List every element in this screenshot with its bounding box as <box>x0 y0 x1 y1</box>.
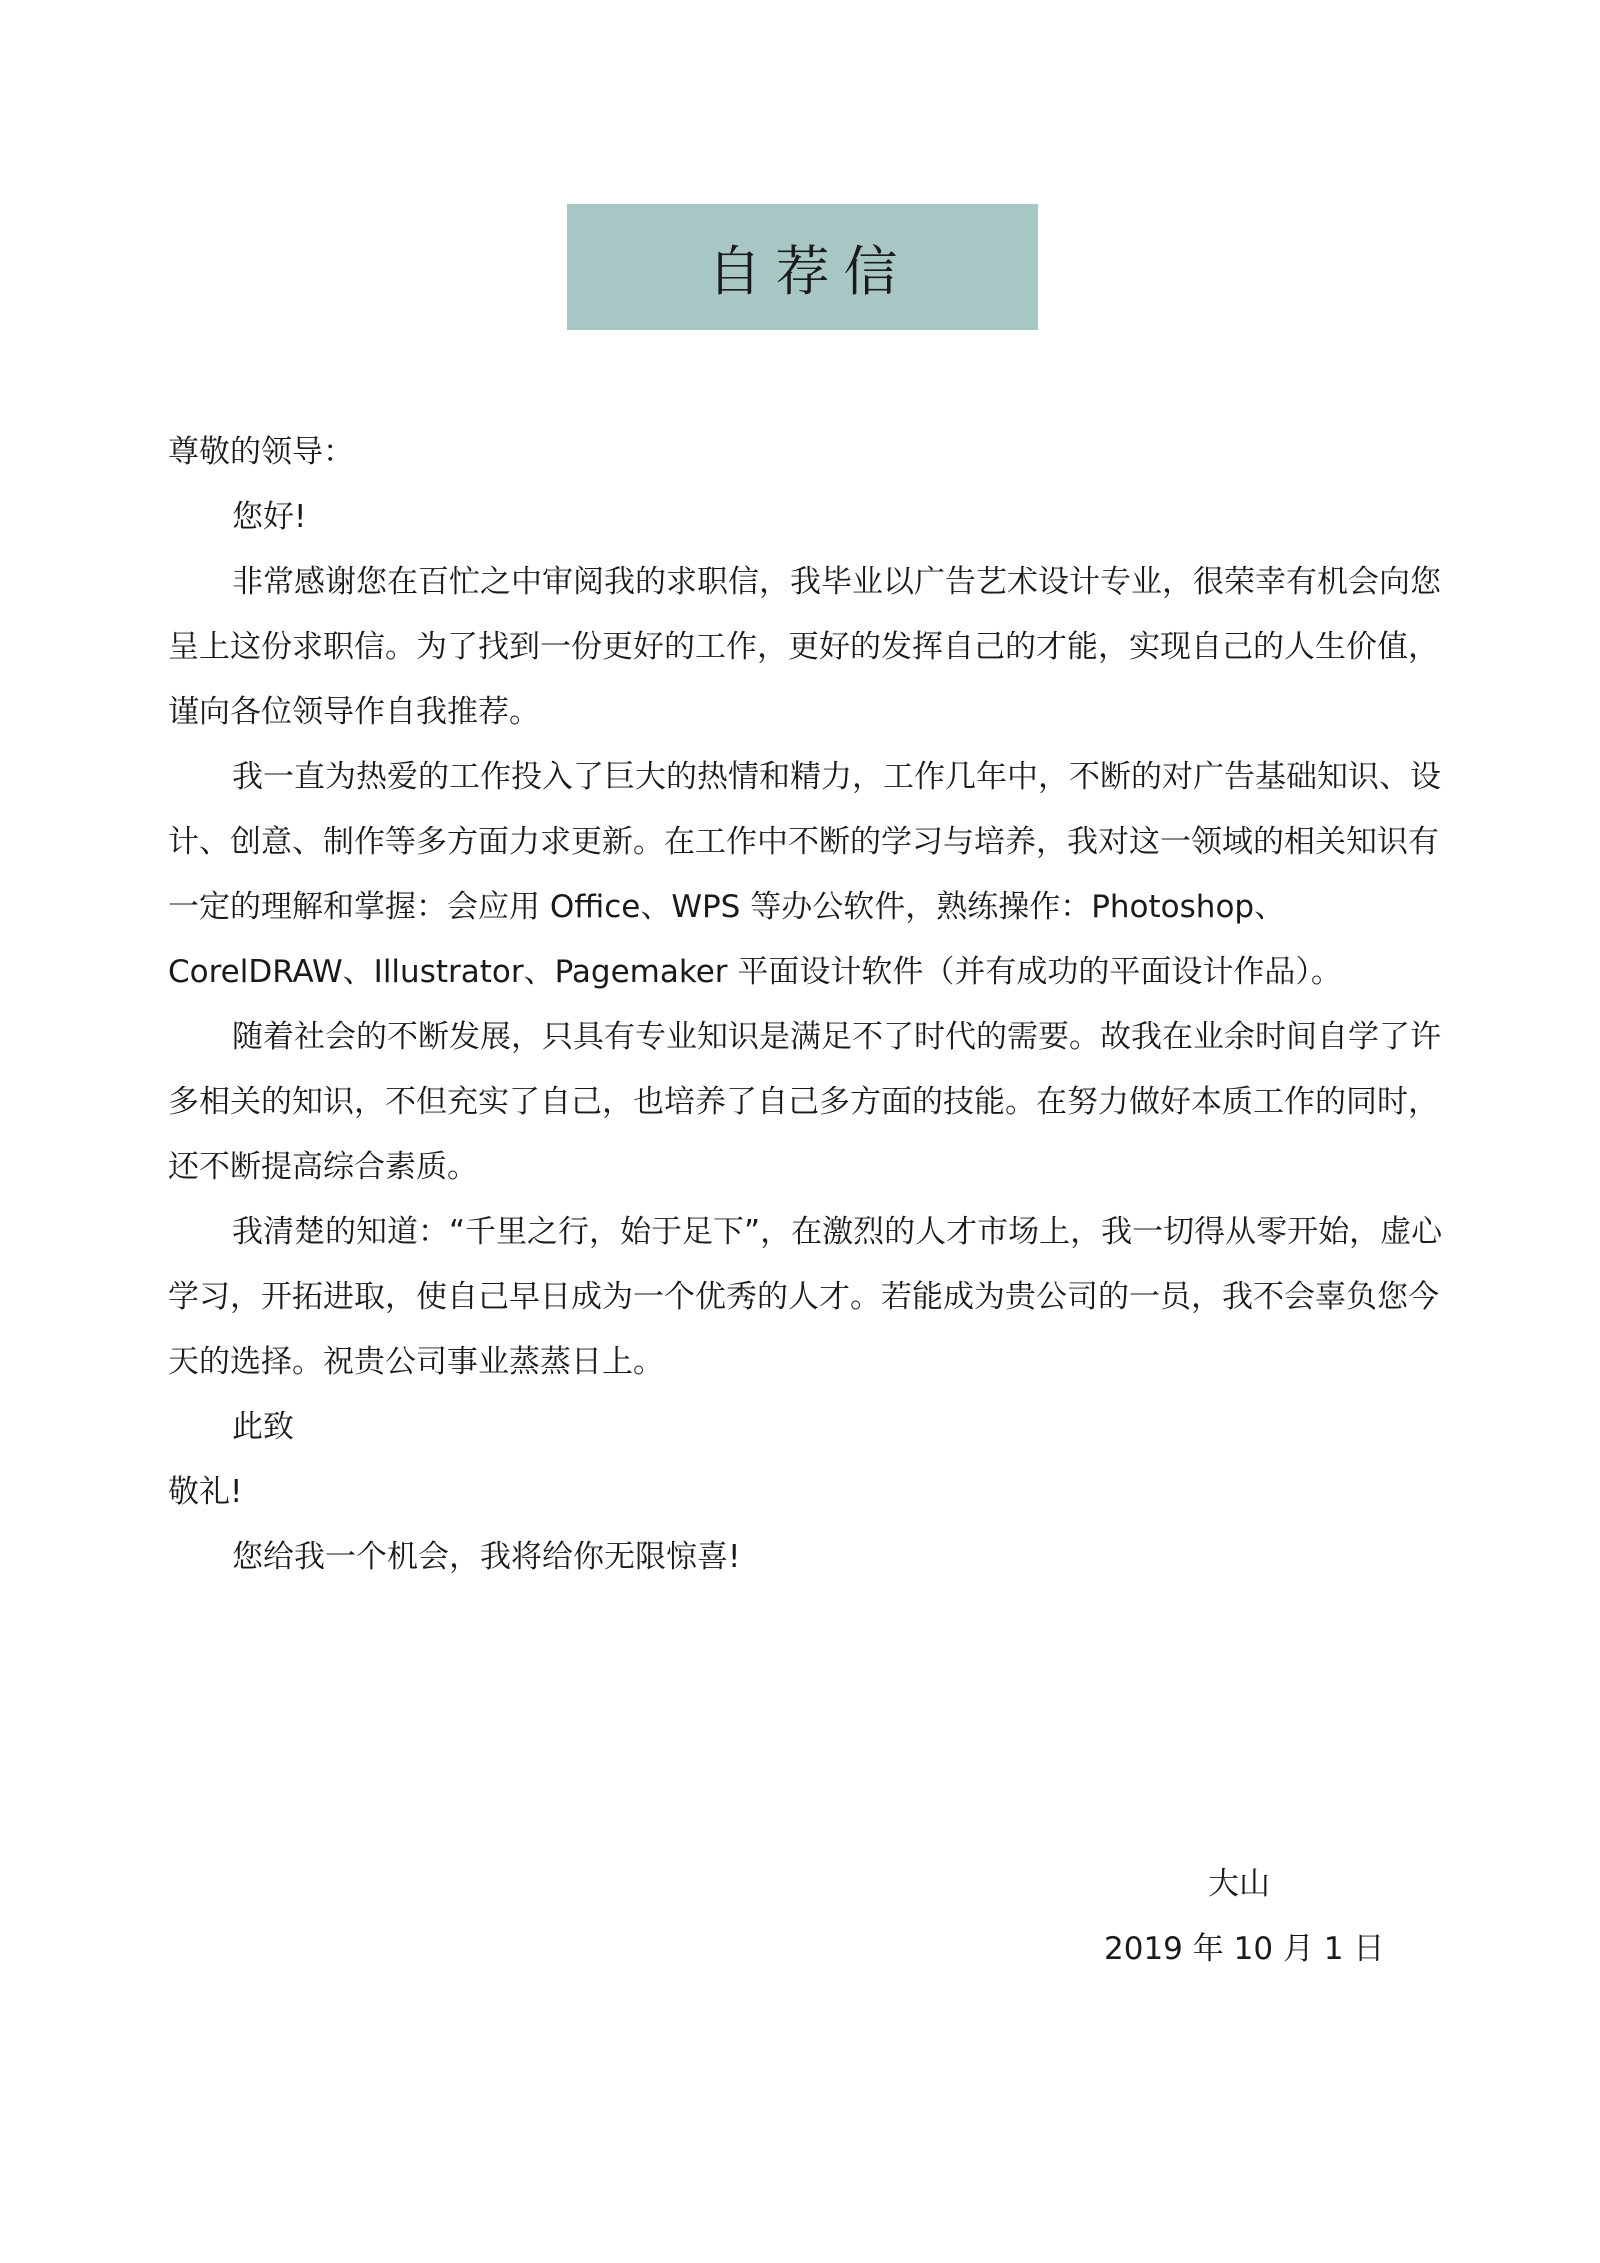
signature-block <box>1060 1852 1420 1982</box>
title-banner <box>567 204 1038 330</box>
document-title: 自荐信 <box>707 239 912 303</box>
salutation: 尊敬的领导： <box>168 434 354 470</box>
body-paragraph-2: 我一直为热爱的工作投入了巨大的热情和精力，工作几年中，不断的对广告基础知识、设计、创意、制作等多方面力求更新。在工作中不断的学习与培养，我对这一领域的相关知识有一定的理解和掌握：会应用 Office、WPS 等办公软件，熟练操作：Photoshop、CorelDRAW、Illustrator、Pagemaker 平面设计软件（并有成功的平面设计作品）。 <box>168 759 1441 990</box>
signature-name: 大山 <box>1208 1866 1270 1902</box>
signature-date: 2019 年 10 月 1 日 <box>1104 1931 1385 1967</box>
letter-body <box>168 420 1468 1590</box>
body-paragraph-1: 非常感谢您在百忙之中审阅我的求职信，我毕业以广告艺术设计专业，很荣幸有机会向您呈上这份求职信。为了找到一份更好的工作，更好的发挥自己的才能，实现自己的人生价值，谨向各位领导作自我推荐。 <box>168 564 1441 730</box>
body-paragraph-4: 我清楚的知道：“千里之行，始于足下”，在激烈的人才市场上，我一切得从零开始，虚心学习，开拓进取，使自己早日成为一个优秀的人才。若能成为贵公司的一员，我不会辜负您今天的选择。祝贵公司事业蒸蒸日上。 <box>168 1214 1443 1380</box>
postscript: 您给我一个机会，我将给你无限惊喜! <box>232 1539 741 1575</box>
closing-line-1: 此致 <box>232 1409 294 1445</box>
greeting: 您好! <box>232 499 307 535</box>
body-paragraph-3: 随着社会的不断发展，只具有专业知识是满足不了时代的需要。故我在业余时间自学了许多相关的知识，不但充实了自己，也培养了自己多方面的技能。在努力做好本质工作的同时，还不断提高综合素质。 <box>168 1019 1441 1185</box>
closing-line-2: 敬礼! <box>168 1474 243 1510</box>
